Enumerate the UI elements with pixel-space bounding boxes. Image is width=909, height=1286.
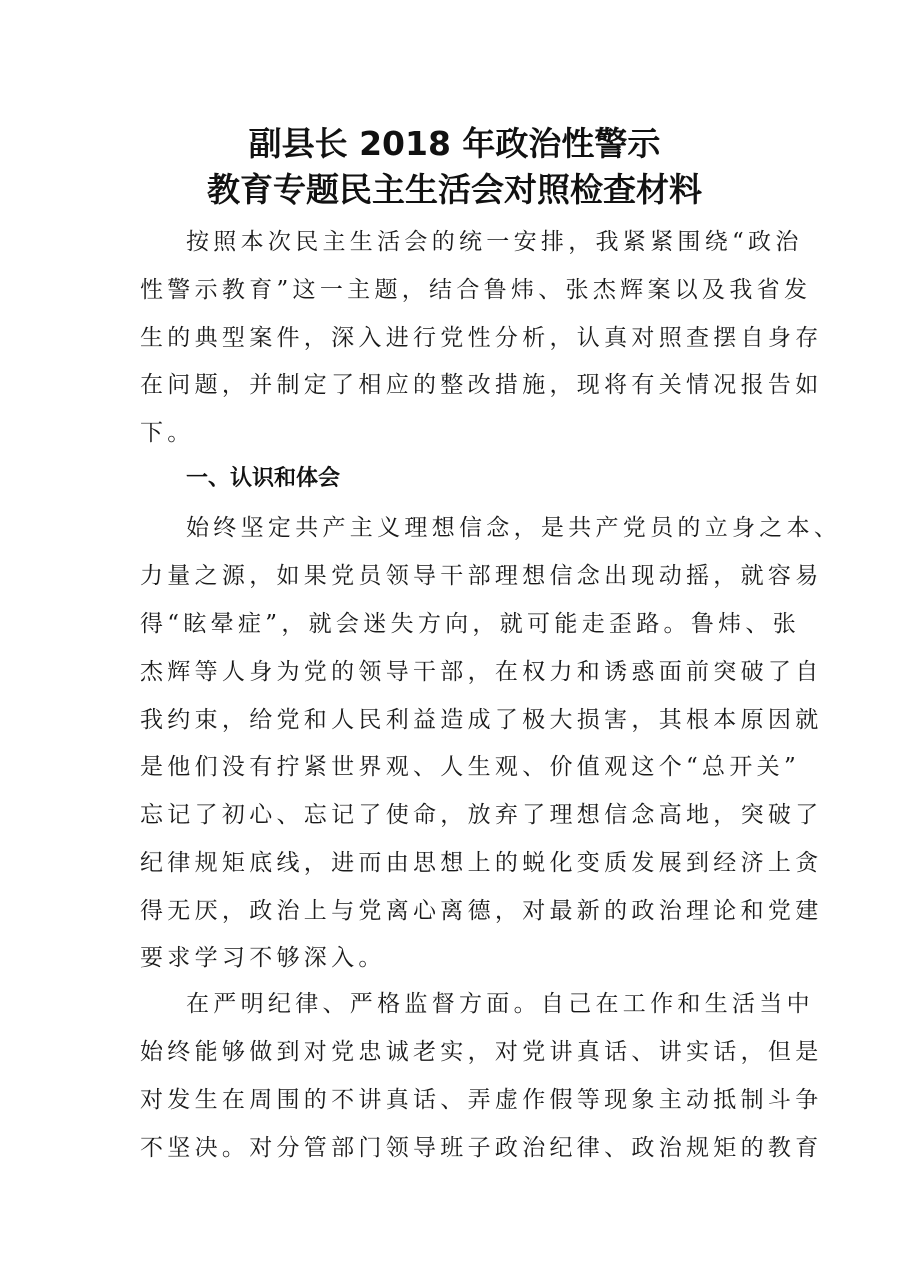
paragraph-1-line: 性警示教育”这一主题，结合鲁炜、张杰辉案以及我省发 bbox=[140, 277, 812, 303]
paragraph-3-line: 对发生在周围的不讲真话、弄虚作假等现象主动抵制斗争 bbox=[140, 1087, 823, 1113]
paragraph-1-line: 按照本次民主生活会的统一安排，我紧紧围绕“政治 bbox=[186, 229, 803, 255]
paragraph-3-line: 始终能够做到对党忠诚老实，对党讲真话、讲实话，但是 bbox=[140, 1039, 823, 1065]
paragraph-2-line: 纪律规矩底线，进而由思想上的蜕化变质发展到经济上贪 bbox=[140, 850, 823, 876]
document-title-line-1: 副县长 2018 年政治性警示 bbox=[248, 124, 661, 163]
paragraph-2-line: 是他们没有拧紧世界观、人生观、价值观这个“总开关” bbox=[140, 754, 801, 780]
paragraph-2-line: 要求学习不够深入。 bbox=[140, 945, 386, 971]
paragraph-2-line: 忘记了初心、忘记了使命，放弃了理想信念高地，突破了 bbox=[140, 802, 823, 828]
paragraph-2-line: 我约束，给党和人民利益造成了极大损害，其根本原因就 bbox=[140, 707, 823, 733]
paragraph-3-line: 不坚决。对分管部门领导班子政治纪律、政治规矩的教育 bbox=[140, 1135, 823, 1161]
paragraph-2-line: 得“眩晕症”，就会迷失方向，就可能走歪路。鲁炜、张 bbox=[140, 611, 801, 637]
paragraph-2-line: 始终坚定共产主义理想信念，是共产党员的立身之本、 bbox=[186, 515, 842, 541]
paragraph-2-line: 杰辉等人身为党的领导干部，在权力和诱惑面前突破了自 bbox=[140, 659, 823, 685]
paragraph-1-line: 生的典型案件，深入进行党性分析，认真对照查摆自身存 bbox=[140, 325, 823, 351]
paragraph-3-line: 在严明纪律、严格监督方面。自己在工作和生活当中 bbox=[186, 991, 814, 1017]
document-title-line-2: 教育专题民主生活会对照检查材料 bbox=[207, 170, 702, 209]
section-heading: 一、认识和体会 bbox=[186, 466, 341, 491]
paragraph-2-line: 得无厌，政治上与党离心离德，对最新的政治理论和党建 bbox=[140, 898, 823, 924]
paragraph-1-line: 在问题，并制定了相应的整改措施，现将有关情况报告如 bbox=[140, 372, 823, 398]
paragraph-1-line: 下。 bbox=[140, 420, 195, 446]
paragraph-2-line: 力量之源，如果党员领导干部理想信念出现动摇，就容易 bbox=[140, 563, 823, 589]
